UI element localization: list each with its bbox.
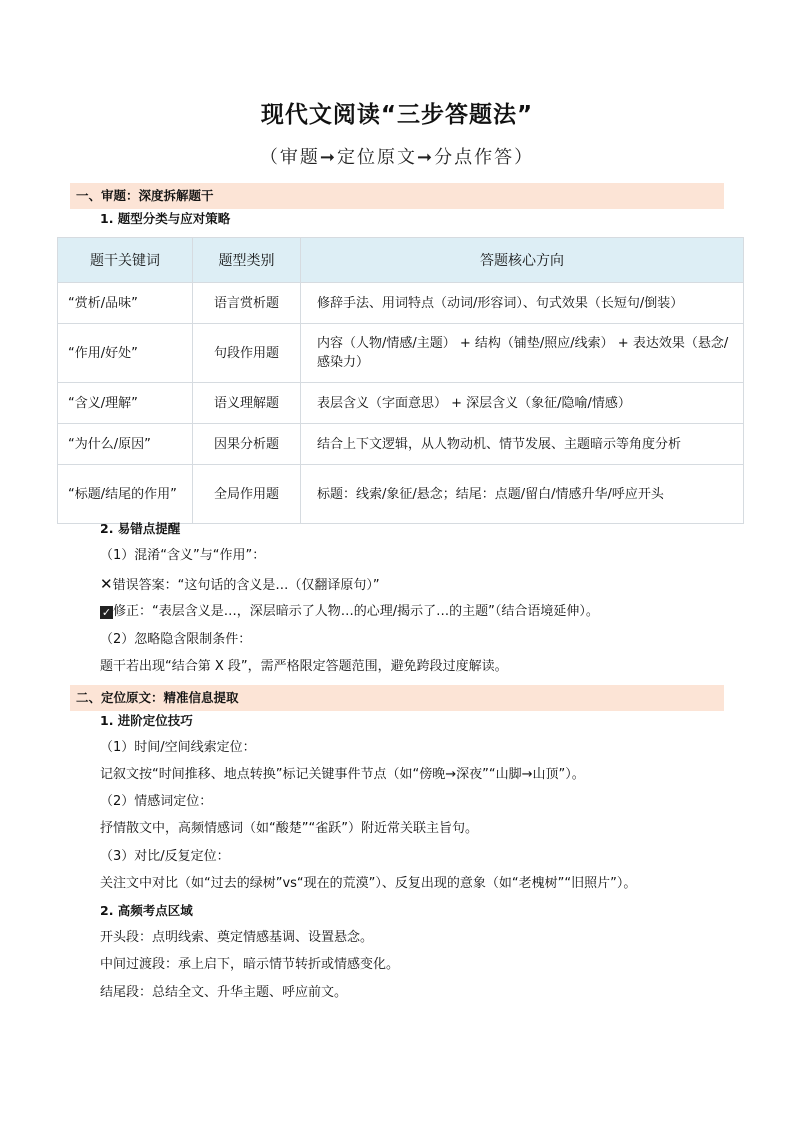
table-cell: 结合上下文逻辑，从人物动机、情节发展、主题暗示等角度分析 <box>301 424 744 465</box>
wrong-answer-text: 错误答案：“这句话的含义是…（仅翻译原句）” <box>112 578 380 593</box>
table-cell: “含义/理解” <box>58 383 193 424</box>
skill-2-detail: 抒情散文中，高频情感词（如“酸楚”“雀跃”）附近常关联主旨句。 <box>100 821 478 836</box>
table-header: 题干关键词 <box>58 238 193 283</box>
table-cell: 句段作用题 <box>193 324 301 383</box>
table-cell: 语言赏析题 <box>193 283 301 324</box>
table-row <box>58 424 744 465</box>
mistake-point-2: （2）忽略隐含限制条件： <box>100 632 252 647</box>
skill-3-detail: 关注文中对比（如“过去的绿树”vs“现在的荒漠”）、反复出现的意象（如“老槐树”“旧照片”）。 <box>100 876 637 891</box>
table-header: 答题核心方向 <box>301 238 744 283</box>
mistake-point-1: （1）混淆“含义”与“作用”： <box>100 548 266 563</box>
subheading-key-areas: 2. 高频考点区域 <box>100 903 193 918</box>
table-row <box>58 283 744 324</box>
key-area-middle: 中间过渡段：承上启下，暗示情节转折或情感变化。 <box>100 957 400 972</box>
table-cell: 因果分析题 <box>193 424 301 465</box>
table-cell: 修辞手法、用词特点（动词/形容词）、句式效果（长短句/倒装） <box>301 283 744 324</box>
skill-2-title: （2）情感词定位： <box>100 794 213 809</box>
table-cell: 标题：线索/象征/悬念；结尾：点题/留白/情感升华/呼应开头 <box>301 465 744 524</box>
key-area-ending: 结尾段：总结全文、升华主题、呼应前文。 <box>100 985 348 1000</box>
subheading-common-mistakes: 2. 易错点提醒 <box>100 521 181 536</box>
skill-1-title: （1）时间/空间线索定位： <box>100 740 256 755</box>
table-row <box>58 324 744 383</box>
table-cell: 内容（人物/情感/主题） + 结构（铺垫/照应/线索） + 表达效果（悬念/感染力） <box>301 324 744 383</box>
table-cell: 语义理解题 <box>193 383 301 424</box>
corrected-answer-text: 修正：“表层含义是…，深层暗示了人物…的心理/揭示了…的主题”（结合语境延伸）。 <box>113 604 599 619</box>
table-row <box>58 383 744 424</box>
corrected-answer-line <box>100 602 599 622</box>
page-title: 现代文阅读“三步答题法” <box>260 102 534 128</box>
table-cell: “为什么/原因” <box>58 424 193 465</box>
subheading-locating-skills: 1. 进阶定位技巧 <box>100 713 193 728</box>
wrong-answer-line <box>100 574 380 596</box>
section-heading-1: 一、审题：深度拆解题干 <box>70 183 724 209</box>
table-cell: 表层含义（字面意思） + 深层含义（象征/隐喻/情感） <box>301 383 744 424</box>
check-icon: ✓ <box>101 606 112 619</box>
table-cell: “标题/结尾的作用” <box>58 465 193 524</box>
section-heading-2: 二、定位原文：精准信息提取 <box>70 685 724 711</box>
table-header-row <box>58 238 744 283</box>
table-cell: 全局作用题 <box>193 465 301 524</box>
question-type-table <box>57 237 744 524</box>
skill-3-title: （3）对比/反复定位： <box>100 849 230 864</box>
cross-icon: ✕ <box>100 575 113 593</box>
table-cell: “作用/好处” <box>58 324 193 383</box>
subheading-question-types: 1. 题型分类与应对策略 <box>100 211 231 226</box>
skill-1-detail: 记叙文按“时间推移、地点转换”标记关键事件节点（如“傍晚→深夜”“山脚→山顶”）。 <box>100 767 585 782</box>
table-header: 题型类别 <box>193 238 301 283</box>
key-area-opening: 开头段：点明线索、奠定情感基调、设置悬念。 <box>100 930 374 945</box>
table-cell: “赏析/品味” <box>58 283 193 324</box>
table-row <box>58 465 744 524</box>
page-subtitle: （审题➞定位原文➞分点作答） <box>259 147 535 168</box>
mistake-point-2-detail: 题干若出现“结合第 X 段”，需严格限定答题范围，避免跨段过度解读。 <box>100 659 508 674</box>
